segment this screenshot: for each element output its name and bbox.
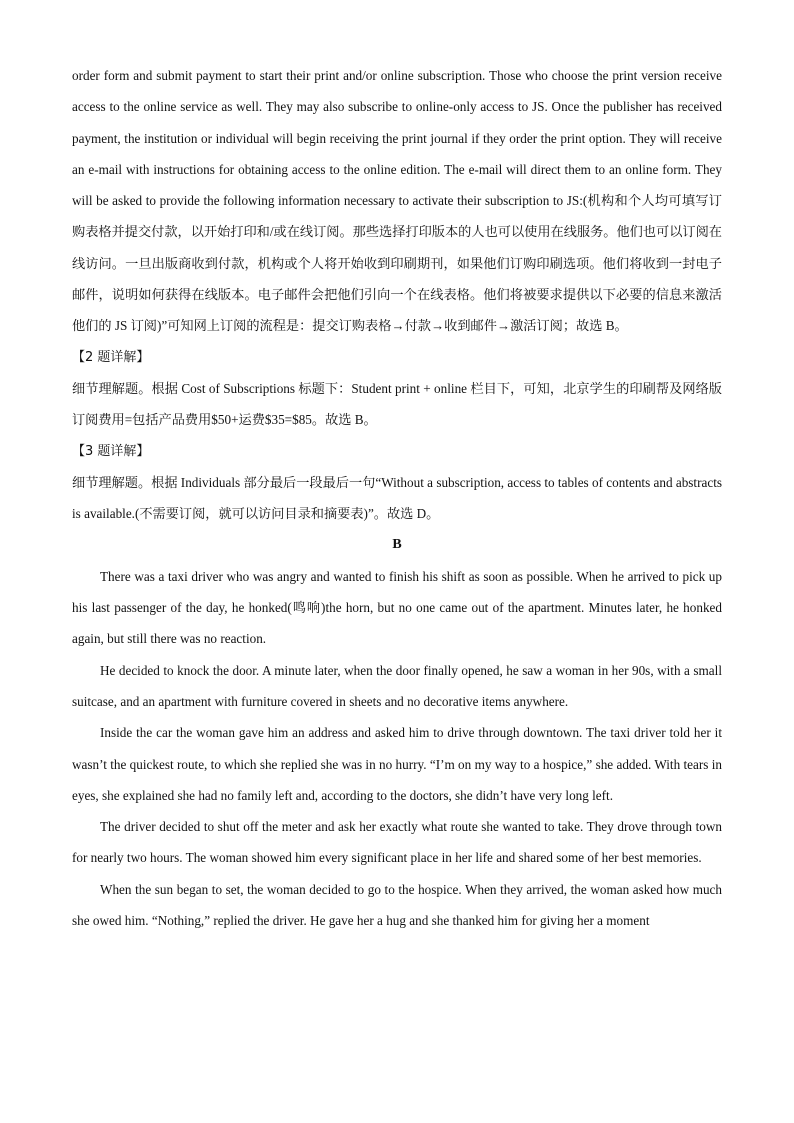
- document-page: [72, 60, 722, 936]
- passage-paragraph-2: He decided to knock the door. A minute later, when the door finally opened, he saw a woman in her 90s, with a small suitcase, and an apartment with furniture covered in sheets and no decorative items anywhere.: [72, 662, 722, 709]
- passage-paragraph-3: Inside the car the woman gave him an address and asked him to drive through downtown. The taxi driver told her it wasn’t the quickest route, to which she replied she was in no hurry. “I’m on my way to a hospice,” she added. With tears in eyes, she explained she had no family left and, according to the doctors, she didn’t have very long left.: [72, 725, 722, 803]
- passage-paragraph-5: When the sun began to set, the woman decided to go to the hospice. When they arrived, the woman asked how much she owed him. “Nothing,” replied the driver. He gave her a hug and she thanked him for giving her a moment: [72, 881, 722, 929]
- question-2-explanation: 细节理解题。根据 Cost of Subscriptions 标题下：Student print + online 栏目下，可知，北京学生的印刷帮及网络版订阅费用=包括产品费用$50+运费$35=$85。故选 B。: [72, 380, 722, 428]
- section-b-title: B: [392, 537, 402, 553]
- passage-paragraph-4: The driver decided to shut off the meter and ask her exactly what route she wanted to take. They drove through town for nearly two hours. The woman showed him every significant place in her life and shared some of her best memories.: [72, 819, 722, 866]
- passage-paragraph-1: There was a taxi driver who was angry and wanted to finish his shift as soon as possible. When he arrived to pick up his last passenger of the day, he honked(鸣响)the horn, but no one came out of the apartment. Minutes later, he honked again, but still there was no reaction.: [72, 568, 722, 647]
- analysis-paragraph-1: order form and submit payment to start their print and/or online subscription. Those who choose the print version receive access to the online service as well. They may also subscribe to online-only access to JS. Once the publisher has received payment, the institution or individual will begin receiving the print journal if they order the print option. They will receive an e-mail with instructions for obtaining access to the online edition. The e-mail will direct them to an online form. They will be asked to provide the following information necessary to activate their subscription to JS:(机构和个人均可填写订购表格并提交付款，以开始打印和/或在线订阅。那些选择打印版本的人也可以使用在线服务。他们也可以订阅在线访问。一旦出版商收到付款，机构或个人将开始收到印刷期刊，如果他们订购印刷选项。他们将收到一封电子邮件，说明如何获得在线版本。电子邮件会把他们引向一个在线表格。他们将被要求提供以下必要的信息来激活他们的 JS 订阅)”可知网上订阅的流程是：提交订购表格→付款→收到邮件→激活订阅；故选 B。: [72, 68, 722, 334]
- question-2-label: 【2 题详解】: [72, 349, 150, 365]
- question-3-explanation: 细节理解题。根据 Individuals 部分最后一段最后一句“Without a subscription, access to tables of contents and abstracts is available.(不需要订阅，就可以访问目录和摘要表)”。故选 D。: [72, 474, 722, 522]
- question-3-label: 【3 题详解】: [72, 443, 150, 459]
